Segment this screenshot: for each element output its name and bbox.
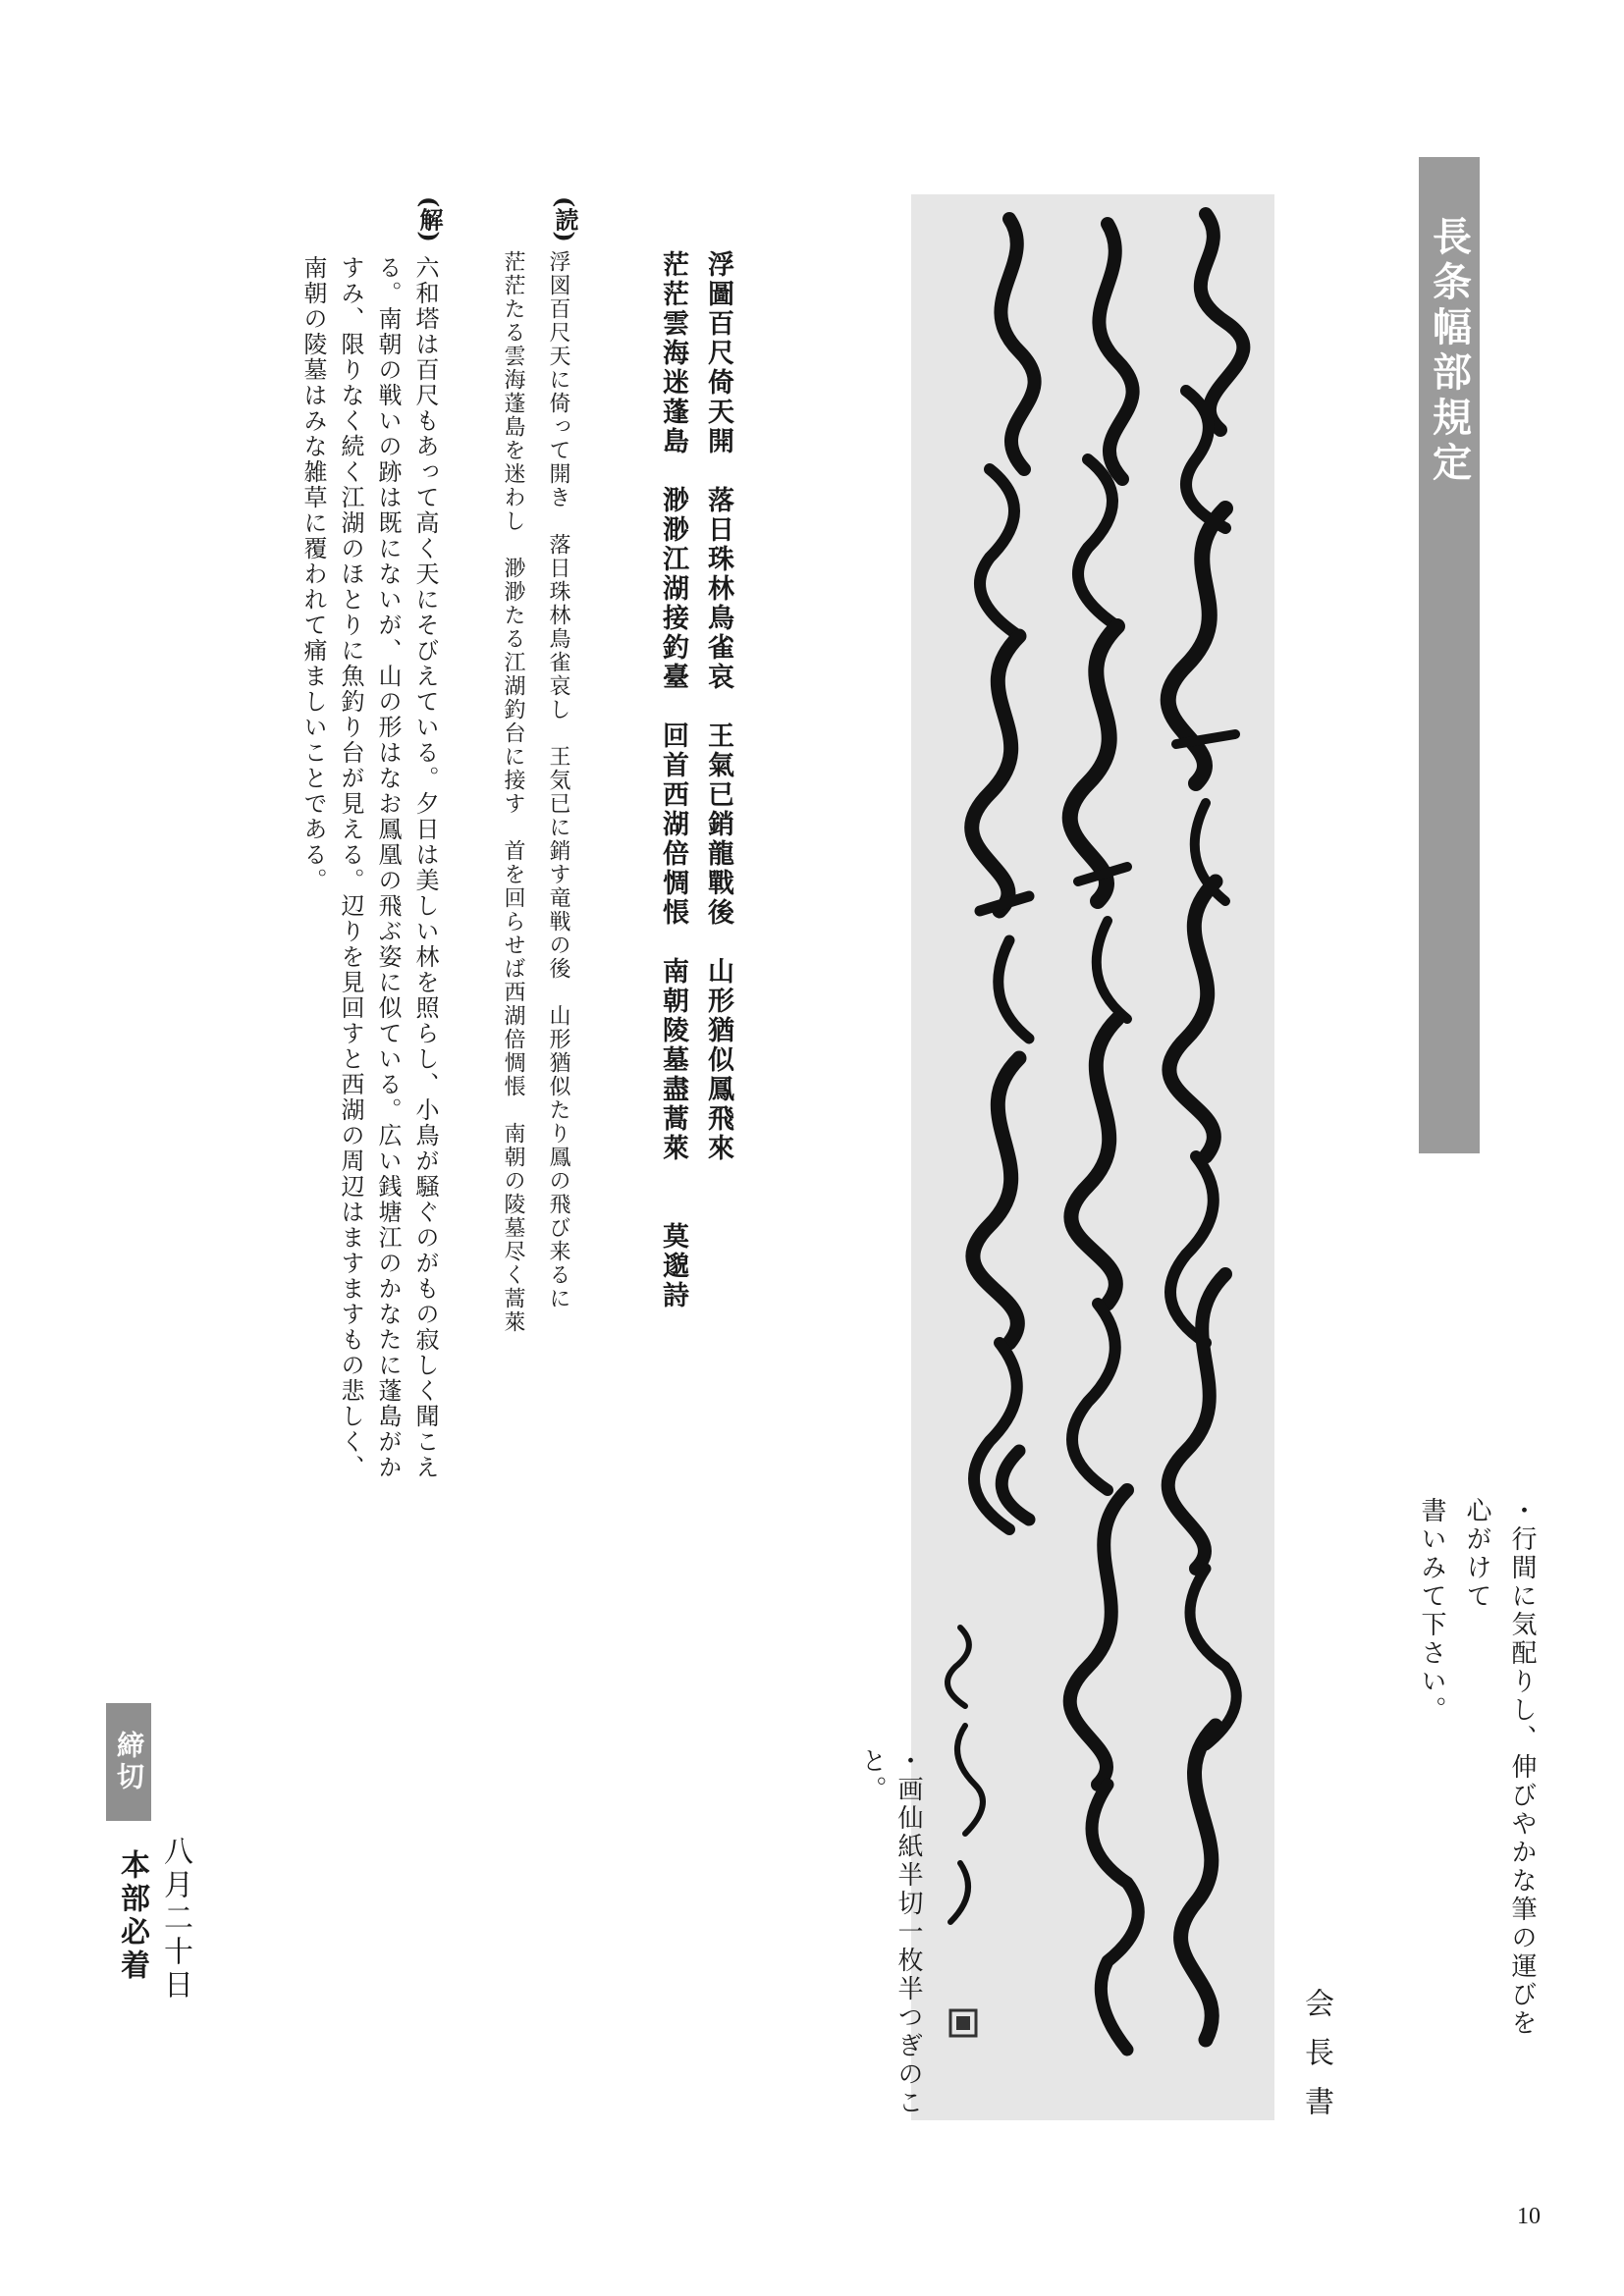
reading-marker: (読) (551, 196, 579, 242)
deadline-date-text: 八月二十日 (158, 1836, 192, 2002)
poem-line-1: 浮圖百尺倚天開 落日珠林鳥雀哀 王氣已銷龍戰後 山形猶似鳳飛來 (703, 250, 733, 1163)
writing-note (1409, 1497, 1544, 2047)
page-number: 10 (1517, 2204, 1541, 2229)
paper-size-note: ・画仙紙半切一枚半つぎのこと。 (857, 1747, 923, 2117)
calligraphy-sample (911, 194, 1274, 2120)
explanation-marker: (解) (415, 196, 444, 242)
deadline-note: 本部必着 (115, 1849, 149, 1983)
calligraphy-brush-strokes (911, 194, 1274, 2120)
deadline-date (110, 1836, 196, 2091)
deadline-badge-label: 締切 (113, 1731, 145, 1793)
calligraphy-caption: 会長書 (1299, 1988, 1333, 2135)
reading-line-2: 茫茫たる雲海蓬島を迷わし 渺渺たる江湖釣台に接す 首を回らせば西湖倍惆悵 南朝の陵墓尽く蒿萊 (501, 250, 525, 1334)
explanation-text: 六和塔は百尺もあって高く天にそびえている。夕日は美しい林を照らし、小鳥が騒ぐのがもの寂しく聞こえる。南朝の戦いの跡は既にないが、山の形はなお鳳凰の飛ぶ姿に似ている。広い銭塘江のかなたに蓬島がかすみ、限りなく続く江湖のほとりに魚釣り台が見える。辺りを見回すと西湖の周辺はますますもの悲しく、南朝の陵墓はみな雑草に覆われて痛ましいことである。 (299, 255, 439, 1480)
section-title: 長条幅部規定 (1426, 216, 1472, 487)
deadline-badge (106, 1703, 151, 1821)
writing-note-line1: ・行間に気配りし、伸びやかな筆の運びを心がけて (1462, 1497, 1537, 2038)
poem-line-2: 茫茫雲海迷蓬島 渺渺江湖接釣臺 回首西湖倍惆悵 南朝陵墓盡蒿萊 莫邈詩 (658, 250, 688, 1310)
reading-line-1: 浮図百尺天に倚って開き 落日珠林鳥雀哀し 王気已に銷す竜戦の後 山形猶似たり鳳の飛び来るに (546, 250, 570, 1310)
section-title-band (1419, 157, 1480, 1153)
writing-note-line2: 書いみて下さい。 (1417, 1497, 1446, 1725)
